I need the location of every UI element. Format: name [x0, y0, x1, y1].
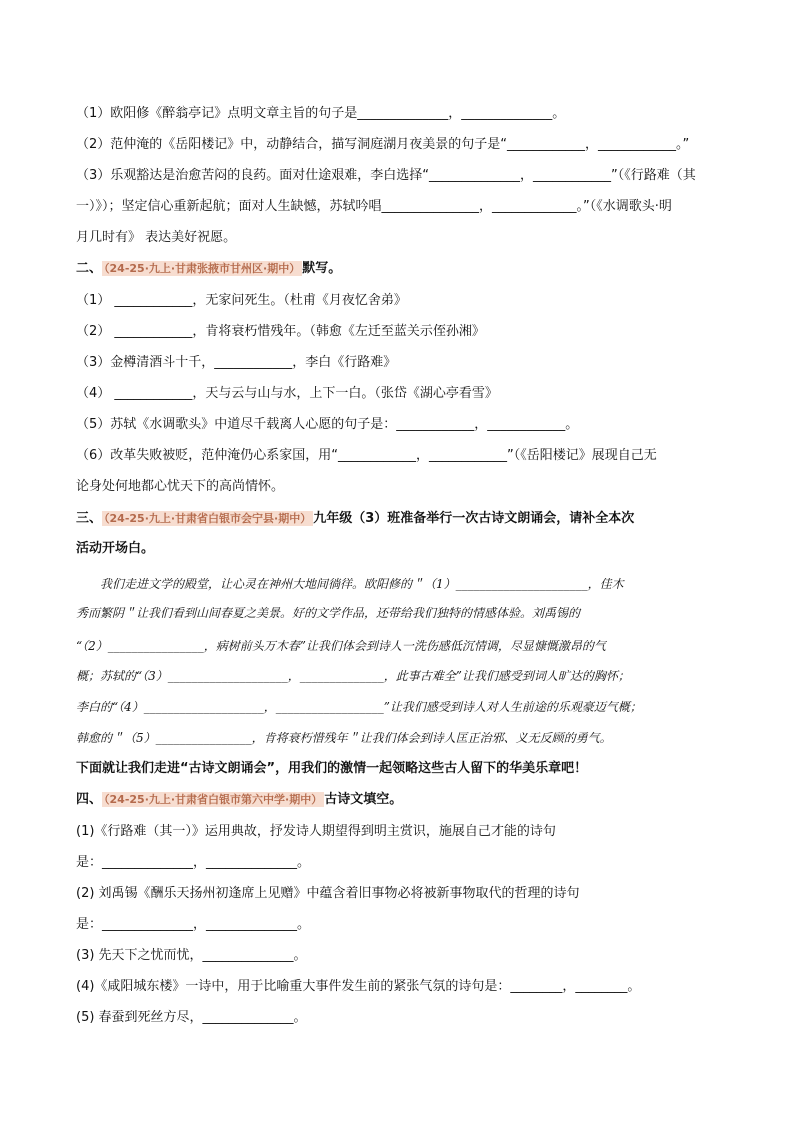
section-4-source-tag: （24-25·九上·甘肃省白银市第六中学·期中）: [104, 793, 323, 806]
q1-line-3: （3）乐观豁达是治愈苦闷的良药。面对仕途艰难，李白选择“______________，____________”（《行路难（其: [76, 168, 696, 183]
section-2-header: [76, 261, 341, 277]
section-4-title: 古诗文填空。: [324, 792, 403, 807]
section-3-number: 三、: [76, 511, 103, 526]
section-2-number: 二、: [76, 261, 103, 276]
section-3-title: 九年级（3）班准备举行一次古诗文朗诵会，请补全本次: [313, 511, 635, 526]
section-3-para-line: “（2）________________，病树前头万木春”让我们体会到诗人一洗伤感低沉情调，尽显慷慨激昂的气: [76, 639, 606, 653]
section-4-item: 是：______________，______________。: [76, 917, 311, 932]
section-4-header: [76, 792, 402, 808]
q1-line-2: （2）范仲淹的《岳阳楼记》中，动静结合，描写洞庭湖月夜美景的句子是“____________，____________。”: [76, 137, 690, 152]
section-3-source-tag: （24-25·九上·甘肃省白银市会宁县·期中）: [104, 512, 312, 525]
section-2-item: （1） ____________，无家问死生。（杜甫《月夜忆舍弟》: [76, 293, 407, 308]
section-2-item: （2） ____________，肯将衰朽惜残年。（韩愈《左迁至蓝关示侄孙湘》: [76, 324, 485, 339]
section-3-title-cont: 活动开场白。: [76, 541, 155, 556]
q1-line-4: 一）》）；坚定信心重新起航；面对人生缺憾，苏轼吟唱_______________，_____________。”（《水调歌头·明: [76, 199, 672, 214]
section-2-item: 论身处何地都心忧天下的高尚情怀。: [76, 479, 285, 494]
q1-line-5: 月几时有》 表达美好祝愿。: [76, 230, 237, 245]
section-3-header: [76, 511, 634, 527]
q1-line-1: （1）欧阳修《醉翁亭记》点明文章主旨的句子是______________，______________。: [76, 106, 566, 121]
section-4-number: 四、: [76, 792, 103, 807]
section-3-para-line: 我们走进文学的殿堂，让心灵在神州大地间徜徉。欧阳修的＂（1）______________________，佳木: [100, 577, 624, 591]
section-3-para-line: 李白的“（4）____________________，__________________”让我们感受到诗人对人生前途的乐观豪迈气概；: [76, 700, 642, 714]
section-3-para-line: 秀而繁阴＂让我们看到山间春夏之美景。好的文学作品，还带给我们独特的情感体验。刘禹锡的: [76, 606, 581, 620]
section-4-item: (5) 春蚕到死丝方尽，______________。: [76, 1010, 307, 1025]
section-2-title: 默写。: [302, 261, 342, 276]
section-4-item: (4)《咸阳城东楼》一诗中，用于比喻重大事件发生前的紧张气氛的诗句是：________，________。: [76, 979, 641, 994]
section-3-para-line: 概；苏轼的“（3）____________________，______________，此事古难全”让我们感受到词人旷达的胸怀；: [76, 669, 630, 683]
section-2-source-tag: （24-25·九上·甘肃张掖市甘州区·期中）: [104, 262, 301, 275]
section-2-item: （5）苏轼《水调歌头》中道尽千载离人心愿的句子是：____________，____________。: [76, 417, 579, 432]
section-4-item: (3) 先天下之忧而忧，______________。: [76, 948, 307, 963]
section-2-item: （3）金樽清酒斗十千，____________，李白《行路难》: [76, 355, 397, 370]
section-3-para-line: 韩愈的＂（5）________________，肯将衰朽惜残年＂让我们体会到诗人匡正治邪、义无反顾的勇气。: [76, 731, 612, 745]
section-3-closing: 下面就让我们走进“古诗文朗诵会”，用我们的激情一起领略这些古人留下的华美乐章吧！: [76, 761, 588, 776]
section-4-item: 是：______________，______________。: [76, 855, 311, 870]
section-2-item: （6）改革失败被贬，范仲淹仍心系家国，用“____________，____________”（《岳阳楼记》展现自己无: [76, 448, 657, 463]
section-4-item: (2) 刘禹锡《酬乐天扬州初逢席上见赠》中蕴含着旧事物必将被新事物取代的哲理的诗句: [76, 886, 580, 901]
section-2-item: （4） ____________，天与云与山与水，上下一白。（张岱《湖心亭看雪》: [76, 386, 498, 401]
section-4-item: (1)《行路难（其一）》运用典故，抒发诗人期望得到明主赏识，施展自己才能的诗句: [76, 824, 556, 839]
